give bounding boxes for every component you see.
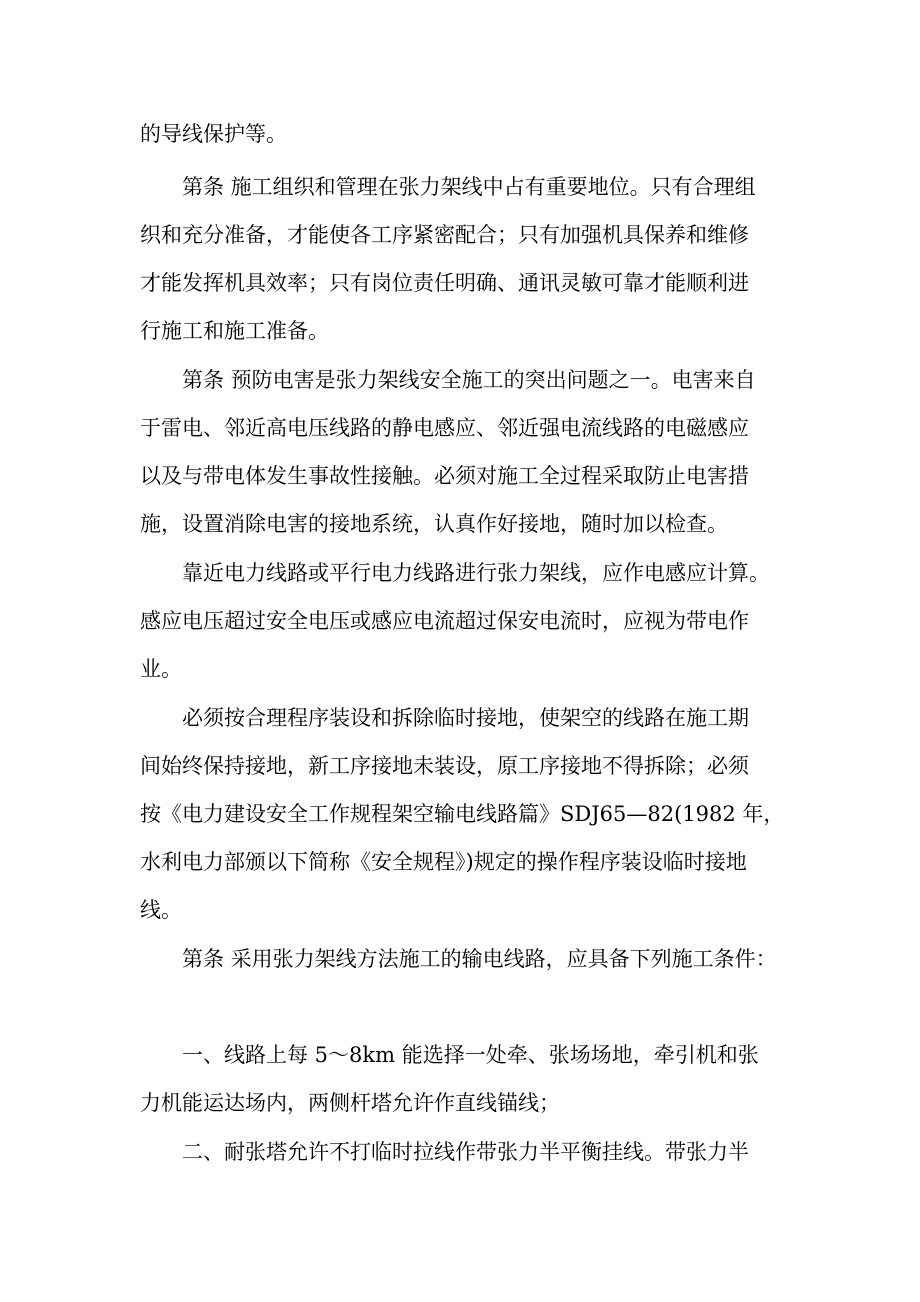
text-line-7: 于雷电、邻近高电压线路的静电感应、邻近强电流线路的电磁感应 — [140, 416, 749, 440]
text-line-17: 线。 — [140, 898, 182, 922]
text-line-3: 织和充分准备，才能使各工序紧密配合；只有加强机具保养和维修 — [140, 223, 749, 247]
text-line-9: 施，设置消除电害的接地系统，认真作好接地，随时加以检查。 — [140, 512, 728, 536]
text-line-14: 间始终保持接地，新工序接地未装设，原工序接地不得拆除；必须 — [140, 754, 749, 778]
text-line-6: 第条 预防电害是张力架线安全施工的突出问题之一。电害来自 — [182, 368, 756, 392]
text-line-2: 第条 施工组织和管理在张力架线中占有重要地位。只有合理组 — [182, 175, 756, 199]
text-line-21: 二、耐张塔允许不打临时拉线作带张力半平衡挂线。带张力半 — [182, 1140, 749, 1164]
text-line-1: 的导线保护等。 — [140, 122, 287, 146]
text-line-8: 以及与带电体发生事故性接触。必须对施工全过程采取防止电害措 — [140, 464, 749, 488]
text-line-4: 才能发挥机具效率；只有岗位责任明确、通讯灵敏可靠才能顺利进 — [140, 271, 749, 295]
text-line-15: 按《电力建设安全工作规程架空输电线路篇》SDJ65—82(1982 年， — [140, 802, 785, 826]
text-line-11: 感应电压超过安全电压或感应电流超过保安电流时，应视为带电作 — [140, 609, 749, 633]
text-line-19: 一、线路上每 5～8km 能选择一处牵、张场场地，牵引机和张 — [182, 1043, 759, 1067]
text-line-13: 必须按合理程序装设和拆除临时接地，使架空的线路在施工期 — [182, 706, 749, 730]
text-line-20: 力机能运达场内，两侧杆塔允许作直线锚线； — [140, 1091, 560, 1115]
text-line-16: 水利电力部颁以下简称《安全规程》)规定的操作程序装设临时接地 — [140, 850, 747, 874]
text-line-12: 业。 — [140, 657, 182, 681]
text-line-10: 靠近电力线路或平行电力线路进行张力架线，应作电感应计算。 — [182, 561, 770, 585]
text-line-5: 行施工和施工准备。 — [140, 319, 329, 343]
text-line-18: 第条 采用张力架线方法施工的输电线路，应具备下列施工条件： — [182, 947, 777, 971]
